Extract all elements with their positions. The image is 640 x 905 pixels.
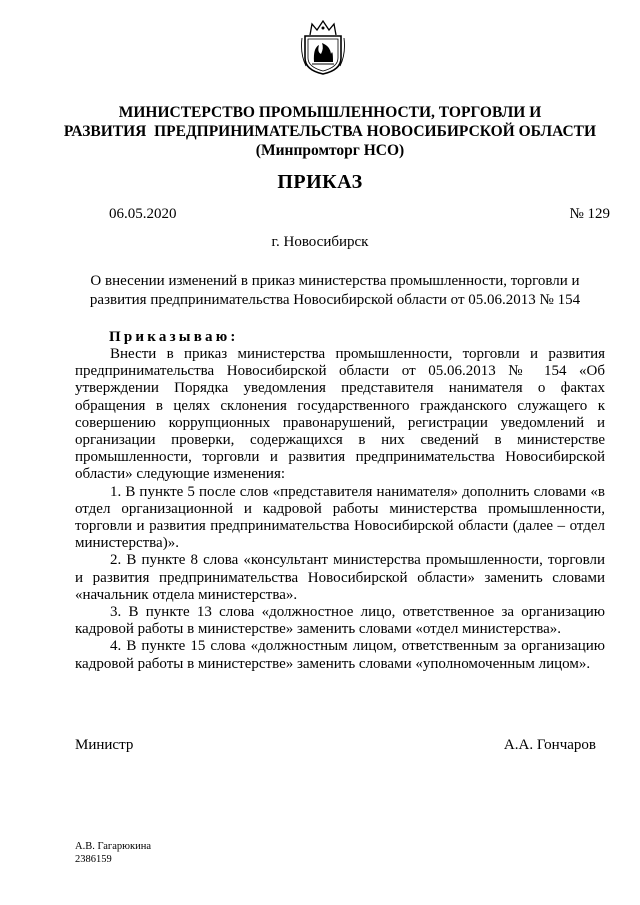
document-number: № 129 bbox=[569, 206, 610, 222]
subject-line-2: развития предпринимательства Новосибирской области от 05.06.2013 № 154 bbox=[89, 292, 581, 308]
order-label: Приказываю: bbox=[109, 329, 239, 345]
paragraph-item-2: 2. В пункте 8 слова «консультант министерства промышленности, торговли и развития предпринимательства Новосибирской области» заменить словами «начальник отдела министерства». bbox=[75, 552, 605, 603]
document-title: ПРИКАЗ bbox=[277, 171, 363, 193]
document-subject bbox=[70, 272, 600, 310]
document-date: 06.05.2020 bbox=[109, 206, 177, 222]
document-city: г. Новосибирск bbox=[271, 234, 369, 250]
ministry-line-2: РАЗВИТИЯ ПРЕДПРИНИМАТЕЛЬСТВА НОВОСИБИРСКОЙ ОБЛАСТИ bbox=[63, 123, 597, 140]
paragraph-item-4: 4. В пункте 15 слова «должностным лицом, ответственным за организацию кадровой работы в министерстве» заменить словами «уполномоченным лицом». bbox=[75, 638, 605, 672]
order-body bbox=[75, 346, 605, 673]
ministry-short-name: (Минпромторг НСО) bbox=[255, 142, 405, 159]
signature-name: А.А. Гончаров bbox=[503, 737, 596, 753]
paragraph-intro: Внести в приказ министерства промышленности, торговли и развития предпринимательства Новосибирской области от 05.06.2013 № 154 «Об утверждении Порядка уведомления представителя нанимателя о фактах обращения в целях склонения государственного гражданского служащего к совершению коррупционных правонарушений, регистрации уведомлений и организации проверки, содержащихся в них сведений в министерстве промышленности, торговли и развития предпринимательства Новосибирской области» следующие изменения: bbox=[75, 346, 605, 483]
executor-name: А.В. Гагарюкина bbox=[75, 841, 151, 852]
executor-phone: 2386159 bbox=[75, 854, 112, 865]
executor-info bbox=[75, 840, 151, 866]
coat-of-arms-icon bbox=[300, 18, 346, 76]
ministry-header bbox=[40, 103, 620, 160]
ministry-line-1: МИНИСТЕРСТВО ПРОМЫШЛЕННОСТИ, ТОРГОВЛИ И bbox=[118, 104, 542, 121]
signature-role: Министр bbox=[75, 737, 134, 753]
subject-line-1: О внесении изменений в приказ министерства промышленности, торговли и bbox=[90, 273, 580, 289]
paragraph-item-1: 1. В пункте 5 после слов «представителя нанимателя» дополнить словами «в отдел организационной и кадровой работы министерства промышленности, торговли и развития предпринимательства Новосибирской области (далее – отдел министерства)». bbox=[75, 483, 605, 552]
paragraph-item-3: 3. В пункте 13 слова «должностное лицо, ответственное за организацию кадровой работы в министерстве» заменить словами «отдел министерства». bbox=[75, 604, 605, 638]
